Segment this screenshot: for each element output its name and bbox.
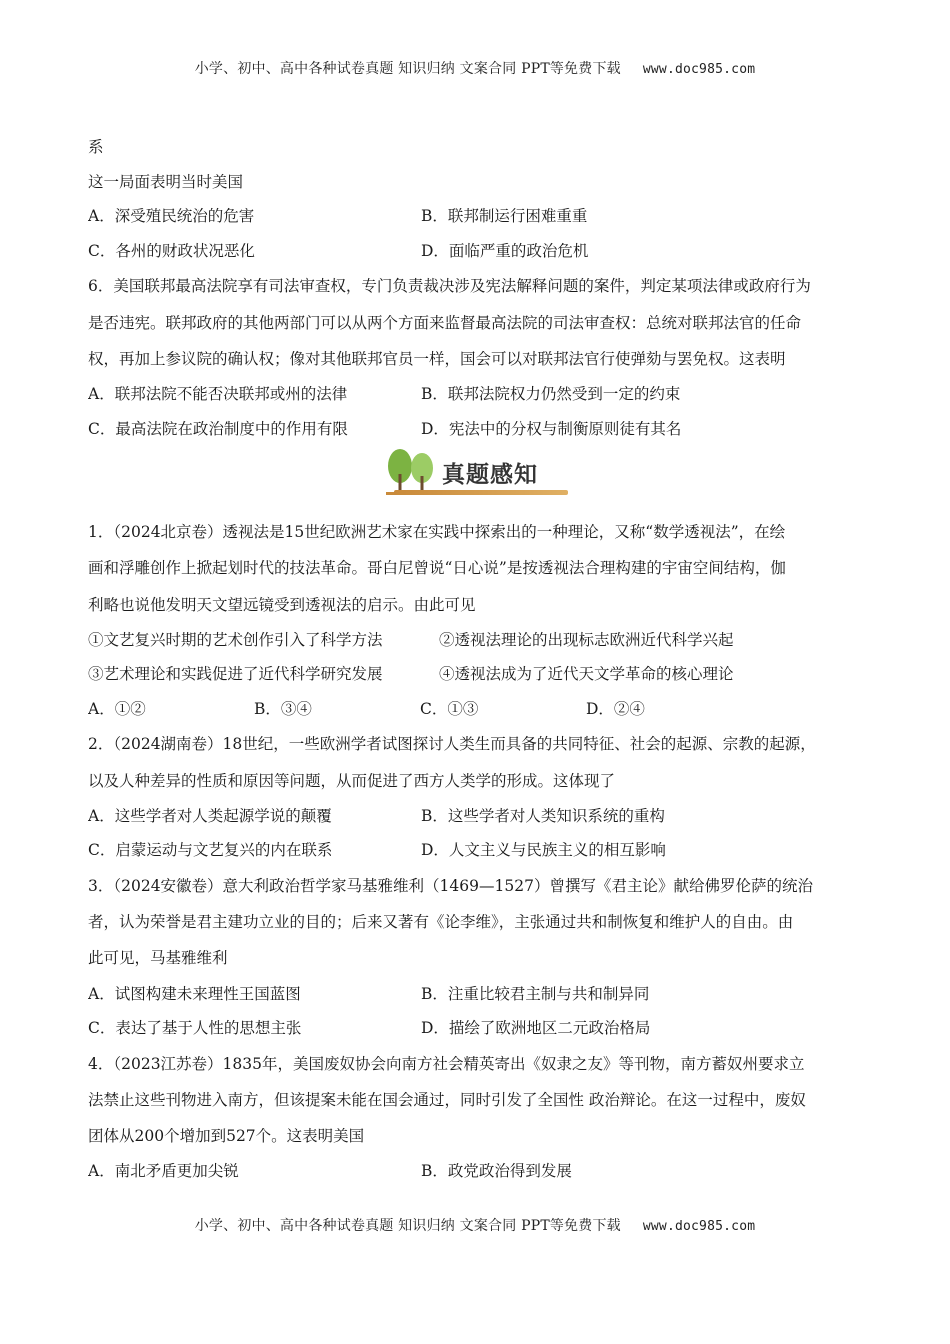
option-a[interactable]: A．联邦法院不能否决联邦或州的法律 (88, 384, 348, 403)
option-c[interactable]: C．①③ (420, 699, 479, 718)
option-b[interactable]: B．注重比较君主制与共和制异同 (421, 984, 650, 1003)
statement-4: ④透视法成为了近代天文学革命的核心理论 (439, 665, 734, 684)
statement-row (88, 623, 878, 658)
question-2 (88, 726, 878, 798)
option-d[interactable]: D．人文主义与民族主义的相互影响 (421, 841, 666, 860)
question-text: 4．（2023江苏卷）1835年，美国废奴协会向南方社会精英寄出《奴隶之友》等刊物，南方蓄奴州要求立 (88, 1054, 805, 1073)
question-text: 1．（2024北京卷）透视法是15世纪欧洲艺术家在实践中探索出的一种理论，又称“数学透视法”，在绘 (88, 523, 786, 542)
option-c[interactable]: C．表达了基于人性的思想主张 (88, 1019, 302, 1038)
question-text: 以及人种差异的性质和原因等问题，从而促进了西方人类学的形成。这体现了 (88, 771, 616, 790)
option-row (88, 377, 878, 412)
option-c[interactable]: C．启蒙运动与文艺复兴的内在联系 (88, 841, 333, 860)
option-b[interactable]: B．联邦制运行困难重重 (421, 207, 588, 226)
option-a[interactable]: A．这些学者对人类起源学说的颠覆 (88, 806, 332, 825)
page-footer (0, 1215, 950, 1235)
option-row (88, 692, 878, 727)
question-text: 画和浮雕创作上掀起划时代的技法革命。哥白尼曾说“日心说”是按透视法合理构建的宇宙空间结构，伽 (88, 559, 786, 578)
option-a[interactable]: A．深受殖民统治的危害 (88, 207, 255, 226)
question-text: 6．美国联邦最高法院享有司法审查权，专门负责裁决涉及宪法解释问题的案件，判定某项法律或政府行为 (88, 277, 811, 296)
option-a[interactable]: A．南北矛盾更加尖锐 (88, 1162, 239, 1181)
footer-url[interactable]: www.doc985.com (642, 1219, 756, 1234)
statement-row (88, 657, 878, 692)
option-b[interactable]: B．③④ (254, 699, 312, 718)
option-row (88, 799, 878, 834)
question-text: 法禁止这些刊物进入南方，但该提案未能在国会通过，同时引发了全国性 政治辩论。在这一过程中，废奴 (88, 1090, 806, 1109)
option-c[interactable]: C．最高法院在政治制度中的作用有限 (88, 419, 348, 438)
question-3 (88, 868, 878, 977)
option-d[interactable]: D．宪法中的分权与制衡原则徒有其名 (421, 419, 682, 438)
continued-text: 系 (88, 138, 104, 156)
banner-underline (394, 490, 568, 495)
statement-3: ③艺术理论和实践促进了近代科学研究发展 (88, 665, 383, 684)
footer-text: 小学、初中、高中各种试卷真题 知识归纳 文案合同 PPT等免费下载 (194, 1218, 621, 1234)
section-title: 真题感知 (442, 462, 538, 489)
question-text: 3．（2024安徽卷）意大利政治哲学家马基雅维利（1469—1527）曾撰写《君主论》献给佛罗伦萨的统治 (88, 877, 813, 896)
question-4 (88, 1046, 878, 1155)
option-row (88, 412, 878, 447)
option-b[interactable]: B．政党政治得到发展 (421, 1162, 572, 1181)
question-6 (88, 268, 878, 377)
option-row (88, 1011, 878, 1046)
header-text: 小学、初中、高中各种试卷真题 知识归纳 文案合同 PPT等免费下载 (194, 61, 621, 77)
option-row (88, 199, 878, 234)
option-d[interactable]: D．②④ (586, 699, 645, 718)
question-text: 者，认为荣誉是君主建功立业的目的；后来又著有《论李维》，主张通过共和制恢复和维护人的自由。由 (88, 913, 794, 932)
document-body (88, 130, 878, 1189)
question-text: 权，再加上参议院的确认权；像对其他联邦官员一样，国会可以对联邦法官行使弹劾与罢免权。这表明 (88, 349, 786, 368)
statement-1: ①文艺复兴时期的艺术创作引入了科学方法 (88, 630, 383, 649)
option-a[interactable]: A．①② (88, 699, 146, 718)
option-row (88, 1154, 878, 1189)
option-c[interactable]: C．各州的财政状况恶化 (88, 241, 255, 260)
question-stem-tail: 这一局面表明当时美国 (88, 172, 244, 191)
option-b[interactable]: B．联邦法院权力仍然受到一定的约束 (421, 384, 681, 403)
header-url[interactable]: www.doc985.com (642, 62, 756, 77)
section-banner (380, 448, 570, 504)
option-d[interactable]: D．描绘了欧洲地区二元政治格局 (421, 1019, 651, 1038)
option-b[interactable]: B．这些学者对人类知识系统的重构 (421, 806, 665, 825)
question-text: 此可见，马基雅维利 (88, 949, 228, 968)
question-text: 2．（2024湖南卷）18世纪，一些欧洲学者试图探讨人类生而具备的共同特征、社会的起源、宗教的起源， (88, 735, 816, 754)
statement-2: ②透视法理论的出现标志欧洲近代科学兴起 (439, 630, 734, 649)
question-text: 是否违宪。联邦政府的其他两部门可以从两个方面来监督最高法院的司法审查权：总统对联邦法官的任命 (88, 313, 802, 332)
option-row (88, 833, 878, 868)
question-1 (88, 514, 878, 623)
page-header (0, 58, 950, 78)
option-a[interactable]: A．试图构建未来理性王国蓝图 (88, 984, 301, 1003)
question-text: 利略也说他发明天文望远镜受到透视法的启示。由此可见 (88, 595, 476, 614)
option-d[interactable]: D．面临严重的政治危机 (421, 241, 589, 260)
option-row (88, 234, 878, 269)
question-text: 团体从200个增加到527个。这表明美国 (88, 1127, 365, 1146)
option-row (88, 977, 878, 1012)
